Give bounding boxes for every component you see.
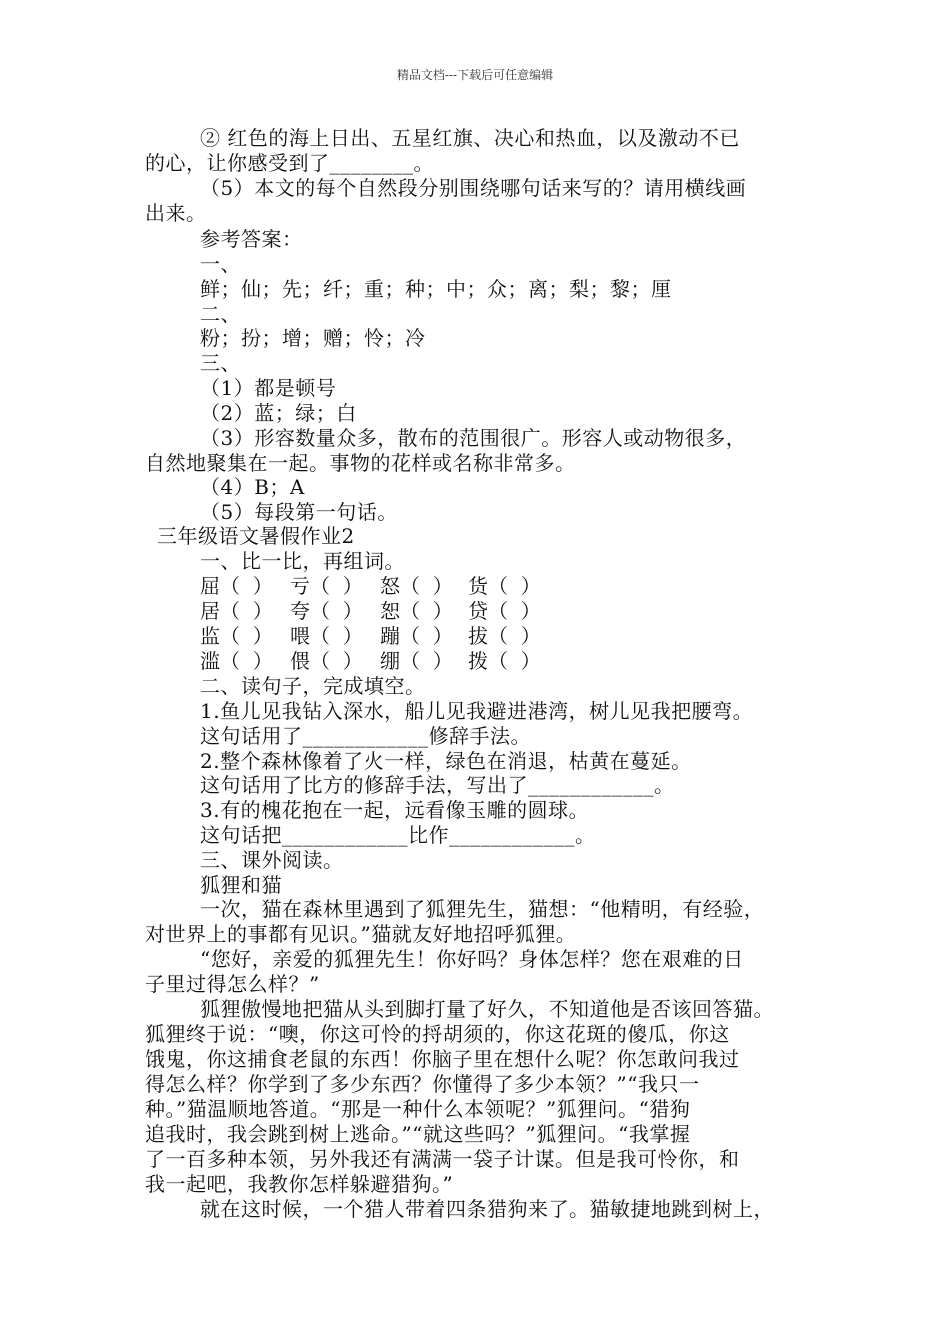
text-line: 自然地聚集在一起。事物的花样或名称非常多。 — [145, 451, 576, 475]
word-grid-cell: 拔（ ） — [468, 624, 541, 648]
text-line: 参考答案： — [200, 227, 303, 251]
text-line: 就在这时候，一个猎人带着四条猎狗来了。猫敏捷地跳到树上， — [200, 1197, 774, 1221]
text-line: 3.有的槐花抱在一起，远看像玉雕的圆球。 — [200, 798, 590, 822]
text-line: （5）本文的每个自然段分别围绕哪句话来写的？请用横线画 — [200, 176, 747, 200]
text-line: 得怎么样？你学到了多少东西？你懂得了多少本领？”“我只一 — [145, 1072, 700, 1096]
text-line: 了一百多种本领，另外我还有满满一袋子计谋。但是我可怜你，和 — [145, 1147, 740, 1171]
text-line: 的心，让你感受到了________。 — [145, 151, 434, 175]
text-line: 种。”猫温顺地答道。“那是一种什么本领呢？”狐狸问。“猎狗 — [145, 1097, 691, 1121]
text-line: （2）蓝；绿；白 — [200, 401, 357, 425]
text-line: 二、 — [200, 302, 241, 326]
section-title: 三年级语文暑假作业2 — [157, 524, 355, 548]
word-grid-cell: 监（ ） — [200, 624, 273, 648]
text-line: ② 红色的海上日出、五星红旗、决心和热血，以及激动不已 — [200, 126, 740, 150]
page-header: 精品文档---下载后可任意编辑 — [396, 68, 554, 82]
text-line: 粉；扮；增；赠；怜；冷 — [200, 326, 426, 350]
word-grid-cell: 夸（ ） — [290, 599, 363, 623]
word-grid-cell: 喂（ ） — [290, 624, 363, 648]
word-grid-cell: 拨（ ） — [468, 649, 541, 673]
word-grid-cell: 怒（ ） — [380, 574, 453, 598]
word-grid-cell: 亏（ ） — [290, 574, 363, 598]
word-grid-cell: 货（ ） — [468, 574, 541, 598]
text-line: 出来。 — [145, 201, 207, 225]
text-line: 这句话用了比方的修辞手法，写出了____________。 — [200, 773, 675, 797]
text-line: （1）都是顿号 — [200, 376, 337, 400]
text-line: “您好，亲爱的狐狸先生！你好吗？身体怎样？您在艰难的日 — [200, 947, 744, 971]
text-line: 我一起吧，我教你怎样躲避猎狗。” — [145, 1172, 454, 1196]
word-grid-cell: 偎（ ） — [290, 649, 363, 673]
text-line: 三、课外阅读。 — [200, 848, 344, 872]
text-line: 这句话用了____________修辞手法。 — [200, 724, 531, 748]
text-line: 鲜；仙；先；纤；重；种；中；众；离；梨；黎；厘 — [200, 277, 672, 301]
text-line: 二、读句子，完成填空。 — [200, 674, 426, 698]
text-line: 三、 — [200, 351, 241, 375]
text-line: （4）B；A — [200, 475, 305, 499]
text-line: 2.整个森林像着了火一样，绿色在消退，枯黄在蔓延。 — [200, 749, 692, 773]
text-line: 狐狸傲慢地把猫从头到脚打量了好久，不知道他是否该回答猫。 — [200, 997, 774, 1021]
text-line: 1.鱼儿见我钻入深水，船儿见我避进港湾，树儿见我把腰弯。 — [200, 699, 754, 723]
text-line: 子里过得怎么样？” — [145, 972, 320, 996]
text-line: 一次，猫在森林里遇到了狐狸先生，猫想：“他精明，有经验， — [200, 897, 765, 921]
text-line: 一、比一比，再组词。 — [200, 549, 405, 573]
text-line: 这句话把____________比作____________。 — [200, 823, 596, 847]
text-line: 追我时，我会跳到树上逃命。”“就这些吗？”狐狸问。“我掌握 — [145, 1122, 691, 1146]
text-line: （3）形容数量众多，散布的范围很广。形容人或动物很多， — [200, 426, 747, 450]
text-line: 饿鬼，你这捕食老鼠的东西！你脑子里在想什么呢？你怎敢问我过 — [145, 1047, 740, 1071]
word-grid-cell: 蹦（ ） — [380, 624, 453, 648]
text-line: （5）每段第一句话。 — [200, 500, 398, 524]
word-grid-cell: 恕（ ） — [380, 599, 453, 623]
word-grid-cell: 绷（ ） — [380, 649, 453, 673]
word-grid-cell: 贷（ ） — [468, 599, 541, 623]
text-line: 对世界上的事都有见识。”猫就友好地招呼狐狸。 — [145, 922, 577, 946]
word-grid-cell: 屈（ ） — [200, 574, 273, 598]
word-grid-cell: 居（ ） — [200, 599, 273, 623]
story-title: 狐狸和猫 — [200, 873, 282, 897]
text-line: 一、 — [200, 252, 241, 276]
word-grid-cell: 滥（ ） — [200, 649, 273, 673]
text-line: 狐狸终于说：“噢，你这可怜的捋胡须的，你这花斑的傻瓜，你这 — [145, 1022, 730, 1046]
